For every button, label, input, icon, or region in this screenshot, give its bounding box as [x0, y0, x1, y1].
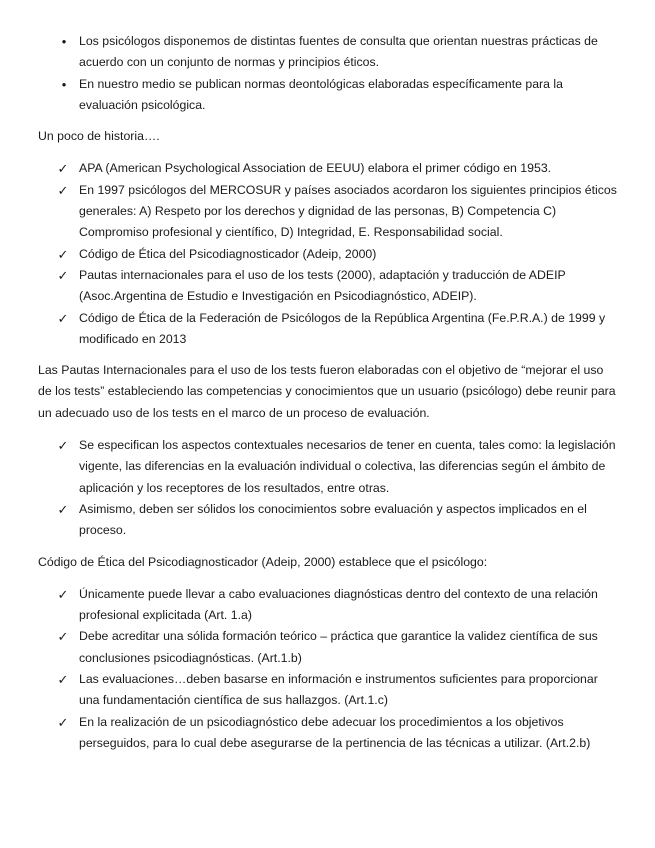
list-item: [0, 435, 655, 499]
list-item: [0, 180, 655, 244]
history-check-list: [0, 158, 655, 350]
list-item: [0, 265, 655, 308]
list-item-text: En la realización de un psicodiagnóstico debe adecuar los procedimientos a los objetivos perseguidos, para lo cual debe asegurarse de la pertinencia de las técnicas a utilizar. (Art.2.b): [79, 714, 591, 750]
list-item-text: Los psicólogos disponemos de distintas fuentes de consulta que orientan nuestras prácticas de acuerdo con un conjunto de normas y principios éticos.: [79, 34, 598, 70]
list-item: [0, 584, 655, 627]
list-item-text: Código de Ética del Psicodiagnosticador (Adeip, 2000): [79, 246, 377, 261]
list-item: [0, 712, 655, 755]
list-item: [0, 499, 655, 542]
list-item-text: Pautas internacionales para el uso de los tests (2000), adaptación y traducción de ADEIP (Asoc.Argentina de Estudio e Investigación en Psicodiagnóstico, ADEIP).: [79, 267, 566, 304]
list-item: [0, 158, 655, 179]
history-heading: Un poco de historia….: [38, 129, 160, 144]
checkmark-icon: ✓: [57, 501, 69, 517]
list-item: [0, 244, 655, 265]
list-item-text: Se especifican los aspectos contextuales necesarios de tener en cuenta, tales como: la legislación vigente, las diferencias en la evaluación individual o colectiva, las diferencias según el ámbito de aplicación y los receptores de los resultados, entre otras.: [79, 438, 616, 495]
checkmark-icon: ✓: [57, 438, 69, 454]
list-item-text: Asimismo, deben ser sólidos los conocimientos sobre evaluación y aspectos implicados en el proceso.: [79, 501, 587, 538]
list-item-text: Las evaluaciones…deben basarse en información e instrumentos suficientes para proporcionar una fundamentación científica de sus hallazgos. (Art.1.c): [79, 672, 598, 708]
codigo-paragraph: Código de Ética del Psicodiagnosticador (Adeip, 2000) establece que el psicólogo:: [38, 554, 488, 569]
checkmark-icon: ✓: [57, 267, 69, 283]
checkmark-icon: ✓: [57, 629, 69, 645]
checkmark-icon: ✓: [57, 672, 69, 688]
list-item-text: En nuestro medio se publican normas deontológicas elaboradas específicamente para la evaluación psicológica.: [79, 76, 563, 112]
bullet-icon: •: [61, 76, 67, 92]
list-item-text: Código de Ética de la Federación de Psicólogos de la República Argentina (Fe.P.R.A.) de 1999 y modificado en 2013: [79, 310, 606, 346]
checkmark-icon: ✓: [57, 310, 69, 326]
checkmark-icon: ✓: [57, 161, 69, 177]
checkmark-icon: ✓: [57, 586, 69, 602]
list-item-text: Debe acreditar una sólida formación teórico – práctica que garantice la validez científica de sus conclusiones psicodiagnósticas. (Art.1.b): [79, 629, 598, 665]
pautas-check-list: [0, 435, 655, 541]
list-item: [0, 626, 655, 669]
pautas-paragraph: Las Pautas Internacionales para el uso de los tests fueron elaboradas con el objetivo de “mejorar el uso de los tests” estableciendo las competencias y conocimientos que un usuario (psicólogo) debe reunir para un adecuado uso de los tests en el marco de un proceso de evaluación.: [38, 363, 616, 420]
intro-bullet-list: [0, 31, 655, 116]
list-item-text: Únicamente puede llevar a cabo evaluaciones diagnósticas dentro del contexto de una relación profesional explicitada (Art. 1.a): [79, 586, 598, 623]
codigo-check-list: [0, 584, 655, 754]
list-item: [0, 669, 655, 712]
checkmark-icon: ✓: [57, 182, 69, 198]
list-item-text: En 1997 psicólogos del MERCOSUR y países asociados acordaron los siguientes principios éticos generales: A) Respeto por los derechos y dignidad de las personas, B) Competencia C) Compromiso profesional y científico, D) Integridad, E. Responsabilidad social.: [79, 182, 617, 240]
checkmark-icon: ✓: [57, 246, 69, 262]
list-item: [0, 308, 655, 351]
list-item-text: APA (American Psychological Association de EEUU) elabora el primer código en 1953.: [79, 161, 552, 176]
list-item: [0, 31, 655, 74]
bullet-icon: •: [61, 34, 67, 49]
checkmark-icon: ✓: [57, 714, 69, 730]
list-item: [0, 74, 655, 117]
